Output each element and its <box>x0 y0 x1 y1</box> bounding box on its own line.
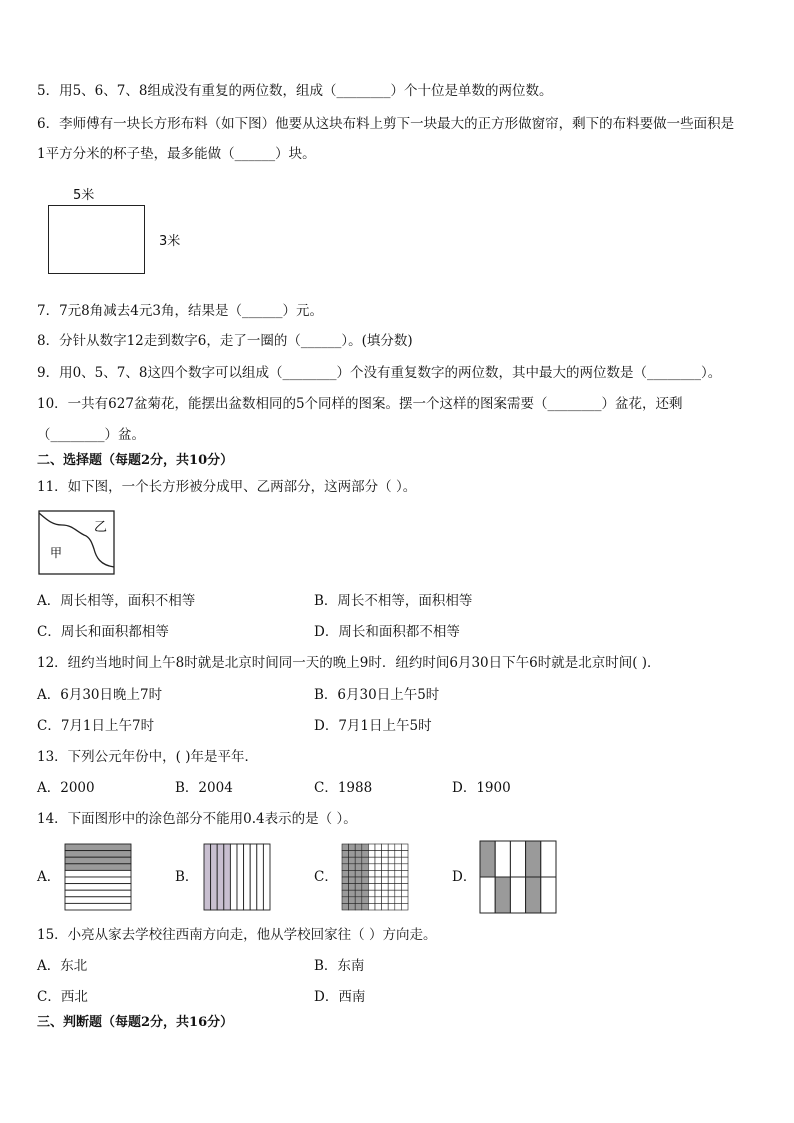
q13-option-a[interactable]: A．2000 <box>37 780 95 796</box>
stripe-cell <box>244 844 251 910</box>
grid-cell <box>395 884 402 891</box>
question-9: 9．用0、5、7、8这四个数字可以组成（________）个没有重复数字的两位数，其中最大的两位数是（________）。 <box>37 365 722 381</box>
q14-option-a-label[interactable]: A． <box>37 869 61 885</box>
question-15: 15．小亮从家去学校往西南方向走，他从学校回家往（ ）方向走。 <box>37 927 437 943</box>
stripe-cell <box>65 857 131 864</box>
grid-cell <box>375 903 382 910</box>
grid-cell <box>349 857 356 864</box>
question-10-line1: 10．一共有627盆菊花，能摆出盆数相同的5个同样的图案。摆一个这样的图案需要（________）盆花，还剩 <box>37 396 683 412</box>
grid-cell <box>388 844 395 851</box>
grid-cell <box>388 864 395 871</box>
grid-cell <box>368 884 375 891</box>
q15-option-b[interactable]: B．东南 <box>314 958 365 974</box>
stripe-cell <box>237 844 244 910</box>
grid-cell <box>362 897 369 904</box>
fig6-height-label: 3米 <box>159 234 181 249</box>
grid-cell <box>368 864 375 871</box>
question-12: 12．纽约当地时间上午8时就是北京时间同一天的晚上9时．纽约时间6月30日下午6时就是北京时间( )． <box>37 655 661 671</box>
question-13: 13．下列公元年份中，( )年是平年． <box>37 749 259 765</box>
divided-rectangle-figure <box>38 509 116 577</box>
grid-cell <box>401 903 408 910</box>
grid-cell <box>342 870 349 877</box>
q13-option-c[interactable]: C．1988 <box>314 780 373 796</box>
fig6-width-label: 5米 <box>73 188 95 203</box>
grid-cell <box>362 870 369 877</box>
grid-cell <box>375 857 382 864</box>
grid-cell <box>362 844 369 851</box>
grid-cell <box>342 844 349 851</box>
stripe-cell <box>65 877 131 884</box>
grid-cell <box>349 864 356 871</box>
grid-cell <box>382 864 389 871</box>
stripe-cell <box>65 884 131 891</box>
block-cell <box>480 877 495 913</box>
grid-cell <box>342 857 349 864</box>
grid-cell <box>349 890 356 897</box>
grid-cell <box>355 857 362 864</box>
grid-cell <box>362 857 369 864</box>
cloth-rectangle <box>48 205 145 274</box>
grid-cell <box>388 857 395 864</box>
section-3-heading: 三、判断题（每题2分，共16分） <box>37 1015 234 1030</box>
grid-cell <box>355 884 362 891</box>
grid-cell <box>375 864 382 871</box>
section-2-heading: 二、选择题（每题2分，共10分） <box>37 453 234 468</box>
grid-cell <box>395 897 402 904</box>
question-6-line2: 1平方分米的杯子垫，最多能做（______）块。 <box>37 146 316 162</box>
grid-cell <box>382 890 389 897</box>
grid-cell <box>375 890 382 897</box>
grid-cell <box>362 864 369 871</box>
grid-cell <box>355 851 362 858</box>
stripe-cell <box>65 864 131 871</box>
grid-cell <box>349 884 356 891</box>
grid-cell <box>401 851 408 858</box>
grid-cell <box>388 890 395 897</box>
q14-figure-c-grid[interactable] <box>341 843 411 913</box>
grid-cell <box>388 884 395 891</box>
grid-cell <box>395 857 402 864</box>
grid-cell <box>395 877 402 884</box>
block-cell <box>526 877 541 913</box>
grid-cell <box>375 844 382 851</box>
q11-option-b[interactable]: B．周长不相等，面积相等 <box>314 593 473 609</box>
grid-cell <box>362 903 369 910</box>
block-cell <box>495 877 510 913</box>
stripe-cell <box>224 844 231 910</box>
question-11: 11．如下图，一个长方形被分成甲、乙两部分，这两部分（ ）。 <box>37 479 417 495</box>
region-label-jia: 甲 <box>50 546 63 560</box>
grid-cell <box>368 877 375 884</box>
question-7: 7．7元8角减去4元3角，结果是（______）元。 <box>37 303 323 319</box>
grid-cell <box>368 870 375 877</box>
stripe-cell <box>211 844 218 910</box>
grid-cell <box>382 884 389 891</box>
grid-cell <box>355 890 362 897</box>
grid-cell <box>401 864 408 871</box>
grid-cell <box>382 903 389 910</box>
q15-option-d[interactable]: D．西南 <box>314 989 366 1005</box>
grid-cell <box>349 877 356 884</box>
grid-cell <box>388 870 395 877</box>
question-8: 8．分针从数字12走到数字6，走了一圈的（______）。(填分数) <box>37 333 413 349</box>
grid-cell <box>382 857 389 864</box>
grid-cell <box>368 857 375 864</box>
grid-cell <box>342 864 349 871</box>
grid-cell <box>401 877 408 884</box>
grid-cell <box>342 903 349 910</box>
q12-option-a[interactable]: A．6月30日晚上7时 <box>37 687 163 703</box>
grid-cell <box>382 851 389 858</box>
grid-cell <box>342 890 349 897</box>
stripe-cell <box>65 844 131 851</box>
question-5: 5．用5、6、7、8组成没有重复的两位数，组成（________）个十位是单数的两位数。 <box>37 83 553 99</box>
stripe-cell <box>257 844 264 910</box>
grid-cell <box>368 851 375 858</box>
grid-cell <box>349 844 356 851</box>
stripe-cell <box>204 844 211 910</box>
grid-cell <box>401 884 408 891</box>
q14-figure-b-vertical-stripes[interactable] <box>203 843 273 913</box>
grid-cell <box>342 884 349 891</box>
q11-option-c[interactable]: C．周长和面积都相等 <box>37 624 169 640</box>
grid-cell <box>349 897 356 904</box>
grid-cell <box>401 857 408 864</box>
grid-cell <box>349 870 356 877</box>
grid-cell <box>388 897 395 904</box>
q15-option-c[interactable]: C．西北 <box>37 989 88 1005</box>
grid-cell <box>395 870 402 877</box>
q14-figure-a-horizontal-stripes[interactable] <box>64 843 134 913</box>
stripe-cell <box>65 851 131 858</box>
grid-cell <box>368 903 375 910</box>
grid-cell <box>382 844 389 851</box>
block-cell <box>495 841 510 877</box>
block-cell <box>541 841 556 877</box>
grid-cell <box>401 844 408 851</box>
grid-cell <box>375 851 382 858</box>
q15-option-a[interactable]: A．东北 <box>37 958 88 974</box>
stripe-cell <box>230 844 237 910</box>
grid-cell <box>368 844 375 851</box>
block-cell <box>541 877 556 913</box>
block-cell <box>480 841 495 877</box>
stripe-cell <box>217 844 224 910</box>
q14-option-b-label[interactable]: B． <box>175 869 199 885</box>
grid-cell <box>375 897 382 904</box>
grid-cell <box>401 897 408 904</box>
grid-cell <box>375 870 382 877</box>
q14-figure-d-two-rows[interactable] <box>479 840 559 915</box>
grid-cell <box>355 877 362 884</box>
grid-cell <box>375 884 382 891</box>
grid-cell <box>362 890 369 897</box>
grid-cell <box>382 870 389 877</box>
grid-cell <box>342 897 349 904</box>
stripe-cell <box>263 844 270 910</box>
region-label-yi: 乙 <box>94 520 108 535</box>
q12-option-c[interactable]: C．7月1日上午7时 <box>37 718 155 734</box>
q12-option-b[interactable]: B．6月30日上午5时 <box>314 687 440 703</box>
question-14: 14．下面图形中的涂色部分不能用0.4表示的是（ ）。 <box>37 811 357 827</box>
grid-cell <box>362 877 369 884</box>
grid-cell <box>388 903 395 910</box>
stripe-cell <box>65 897 131 904</box>
grid-cell <box>355 897 362 904</box>
grid-cell <box>349 851 356 858</box>
grid-cell <box>355 870 362 877</box>
grid-cell <box>362 884 369 891</box>
grid-cell <box>349 903 356 910</box>
stripe-cell <box>65 890 131 897</box>
grid-cell <box>368 890 375 897</box>
grid-cell <box>395 844 402 851</box>
q13-option-d[interactable]: D．1900 <box>452 780 511 796</box>
grid-cell <box>395 851 402 858</box>
grid-cell <box>382 877 389 884</box>
grid-cell <box>395 890 402 897</box>
q14-option-c-label[interactable]: C． <box>314 869 338 885</box>
grid-cell <box>382 897 389 904</box>
grid-cell <box>342 851 349 858</box>
q13-option-b[interactable]: B．2004 <box>175 780 233 796</box>
grid-cell <box>342 877 349 884</box>
grid-cell <box>388 851 395 858</box>
block-cell <box>526 841 541 877</box>
grid-cell <box>368 897 375 904</box>
q14-option-d-label[interactable]: D． <box>452 869 477 885</box>
q11-option-d[interactable]: D．周长和面积都不相等 <box>314 624 460 640</box>
grid-cell <box>395 864 402 871</box>
block-cell <box>510 877 525 913</box>
grid-cell <box>355 844 362 851</box>
grid-cell <box>395 903 402 910</box>
stripe-cell <box>250 844 257 910</box>
grid-cell <box>388 877 395 884</box>
question-6-line1: 6．李师傅有一块长方形布料（如下图）他要从这块布料上剪下一块最大的正方形做窗帘，剩下的布料要做一些面积是 <box>37 116 735 132</box>
q12-option-d[interactable]: D．7月1日上午5时 <box>314 718 432 734</box>
stripe-cell <box>65 870 131 877</box>
grid-cell <box>401 870 408 877</box>
question-10-line2: （________）盆。 <box>37 427 145 443</box>
grid-cell <box>401 890 408 897</box>
grid-cell <box>375 877 382 884</box>
block-cell <box>510 841 525 877</box>
grid-cell <box>355 903 362 910</box>
grid-cell <box>355 864 362 871</box>
grid-cell <box>362 851 369 858</box>
stripe-cell <box>65 903 131 910</box>
q11-option-a[interactable]: A．周长相等，面积不相等 <box>37 593 196 609</box>
